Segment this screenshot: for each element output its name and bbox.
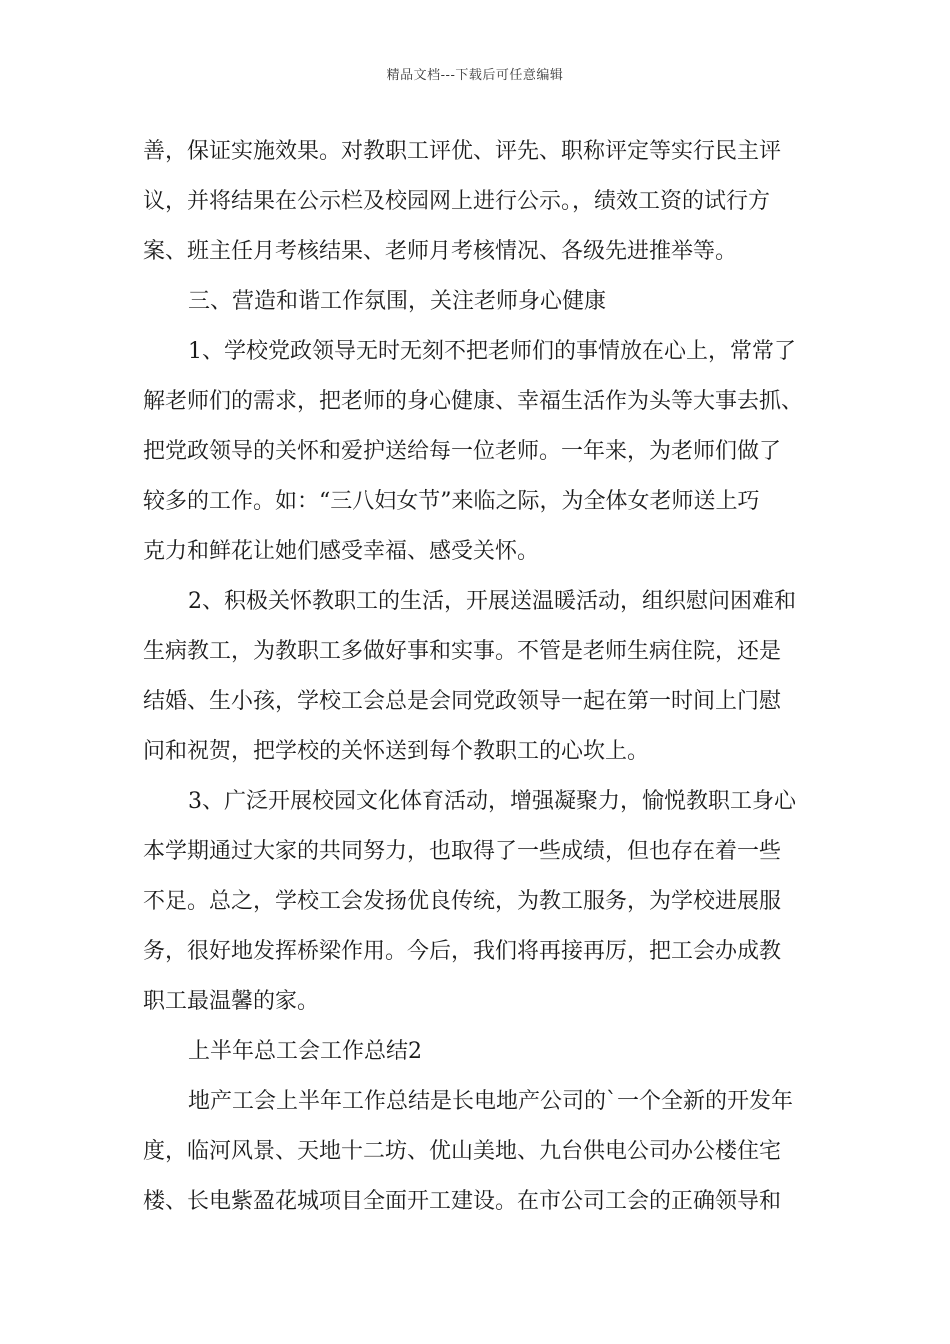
text-line: 把党政领导的关怀和爱护送给每一位老师。一年来，为老师们做了 bbox=[143, 439, 782, 464]
page-header: 精品文档---下载后可任意编辑 bbox=[386, 68, 564, 83]
section-heading: 三、营造和谐工作氛围，关注老师身心健康 bbox=[188, 289, 607, 314]
text-line: 结婚、生小孩，学校工会总是会同党政领导一起在第一时间上门慰 bbox=[143, 689, 782, 714]
text-line: 务，很好地发挥桥梁作用。今后，我们将再接再厉，把工会办成教 bbox=[143, 939, 782, 964]
text-line: 克力和鲜花让她们感受幸福、感受关怀。 bbox=[143, 539, 540, 564]
text-line: 解老师们的需求，把老师的身心健康、幸福生活作为头等大事去抓、 bbox=[143, 389, 804, 414]
section-title: 上半年总工会工作总结2 bbox=[188, 1039, 422, 1064]
text-line: 职工最温馨的家。 bbox=[143, 989, 320, 1014]
paragraph-start: 地产工会上半年工作总结是长电地产公司的`一个全新的开发年 bbox=[188, 1089, 794, 1114]
paragraph-start: 3、广泛开展校园文化体育活动，增强凝聚力，愉悦教职工身心 bbox=[188, 789, 796, 814]
text-line: 本学期通过大家的共同努力，也取得了一些成绩，但也存在着一些 bbox=[143, 839, 782, 864]
text-line: 楼、长电紫盈花城项目全面开工建设。在市公司工会的正确领导和 bbox=[143, 1189, 782, 1214]
text-line: 度，临河风景、天地十二坊、优山美地、九台供电公司办公楼住宅 bbox=[143, 1139, 782, 1164]
text-line: 生病教工，为教职工多做好事和实事。不管是老师生病住院，还是 bbox=[143, 639, 782, 664]
text-line: 较多的工作。如：“三八妇女节”来临之际，为全体女老师送上巧 bbox=[143, 489, 760, 514]
text-line: 问和祝贺，把学校的关怀送到每个教职工的心坎上。 bbox=[143, 739, 650, 764]
text-line: 善，保证实施效果。对教职工评优、评先、职称评定等实行民主评 bbox=[143, 139, 782, 164]
text-line: 案、班主任月考核结果、老师月考核情况、各级先进推举等。 bbox=[143, 239, 738, 264]
text-line: 不足。总之，学校工会发扬优良传统，为教工服务，为学校进展服 bbox=[143, 889, 782, 914]
document-body bbox=[143, 127, 808, 1227]
paragraph-start: 2、积极关怀教职工的生活，开展送温暖活动，组织慰问困难和 bbox=[188, 589, 796, 614]
paragraph-start: 1、学校党政领导无时无刻不把老师们的事情放在心上，常常了 bbox=[188, 339, 796, 364]
text-line: 议，并将结果在公示栏及校园网上进行公示。，绩效工资的试行方 bbox=[143, 189, 771, 214]
